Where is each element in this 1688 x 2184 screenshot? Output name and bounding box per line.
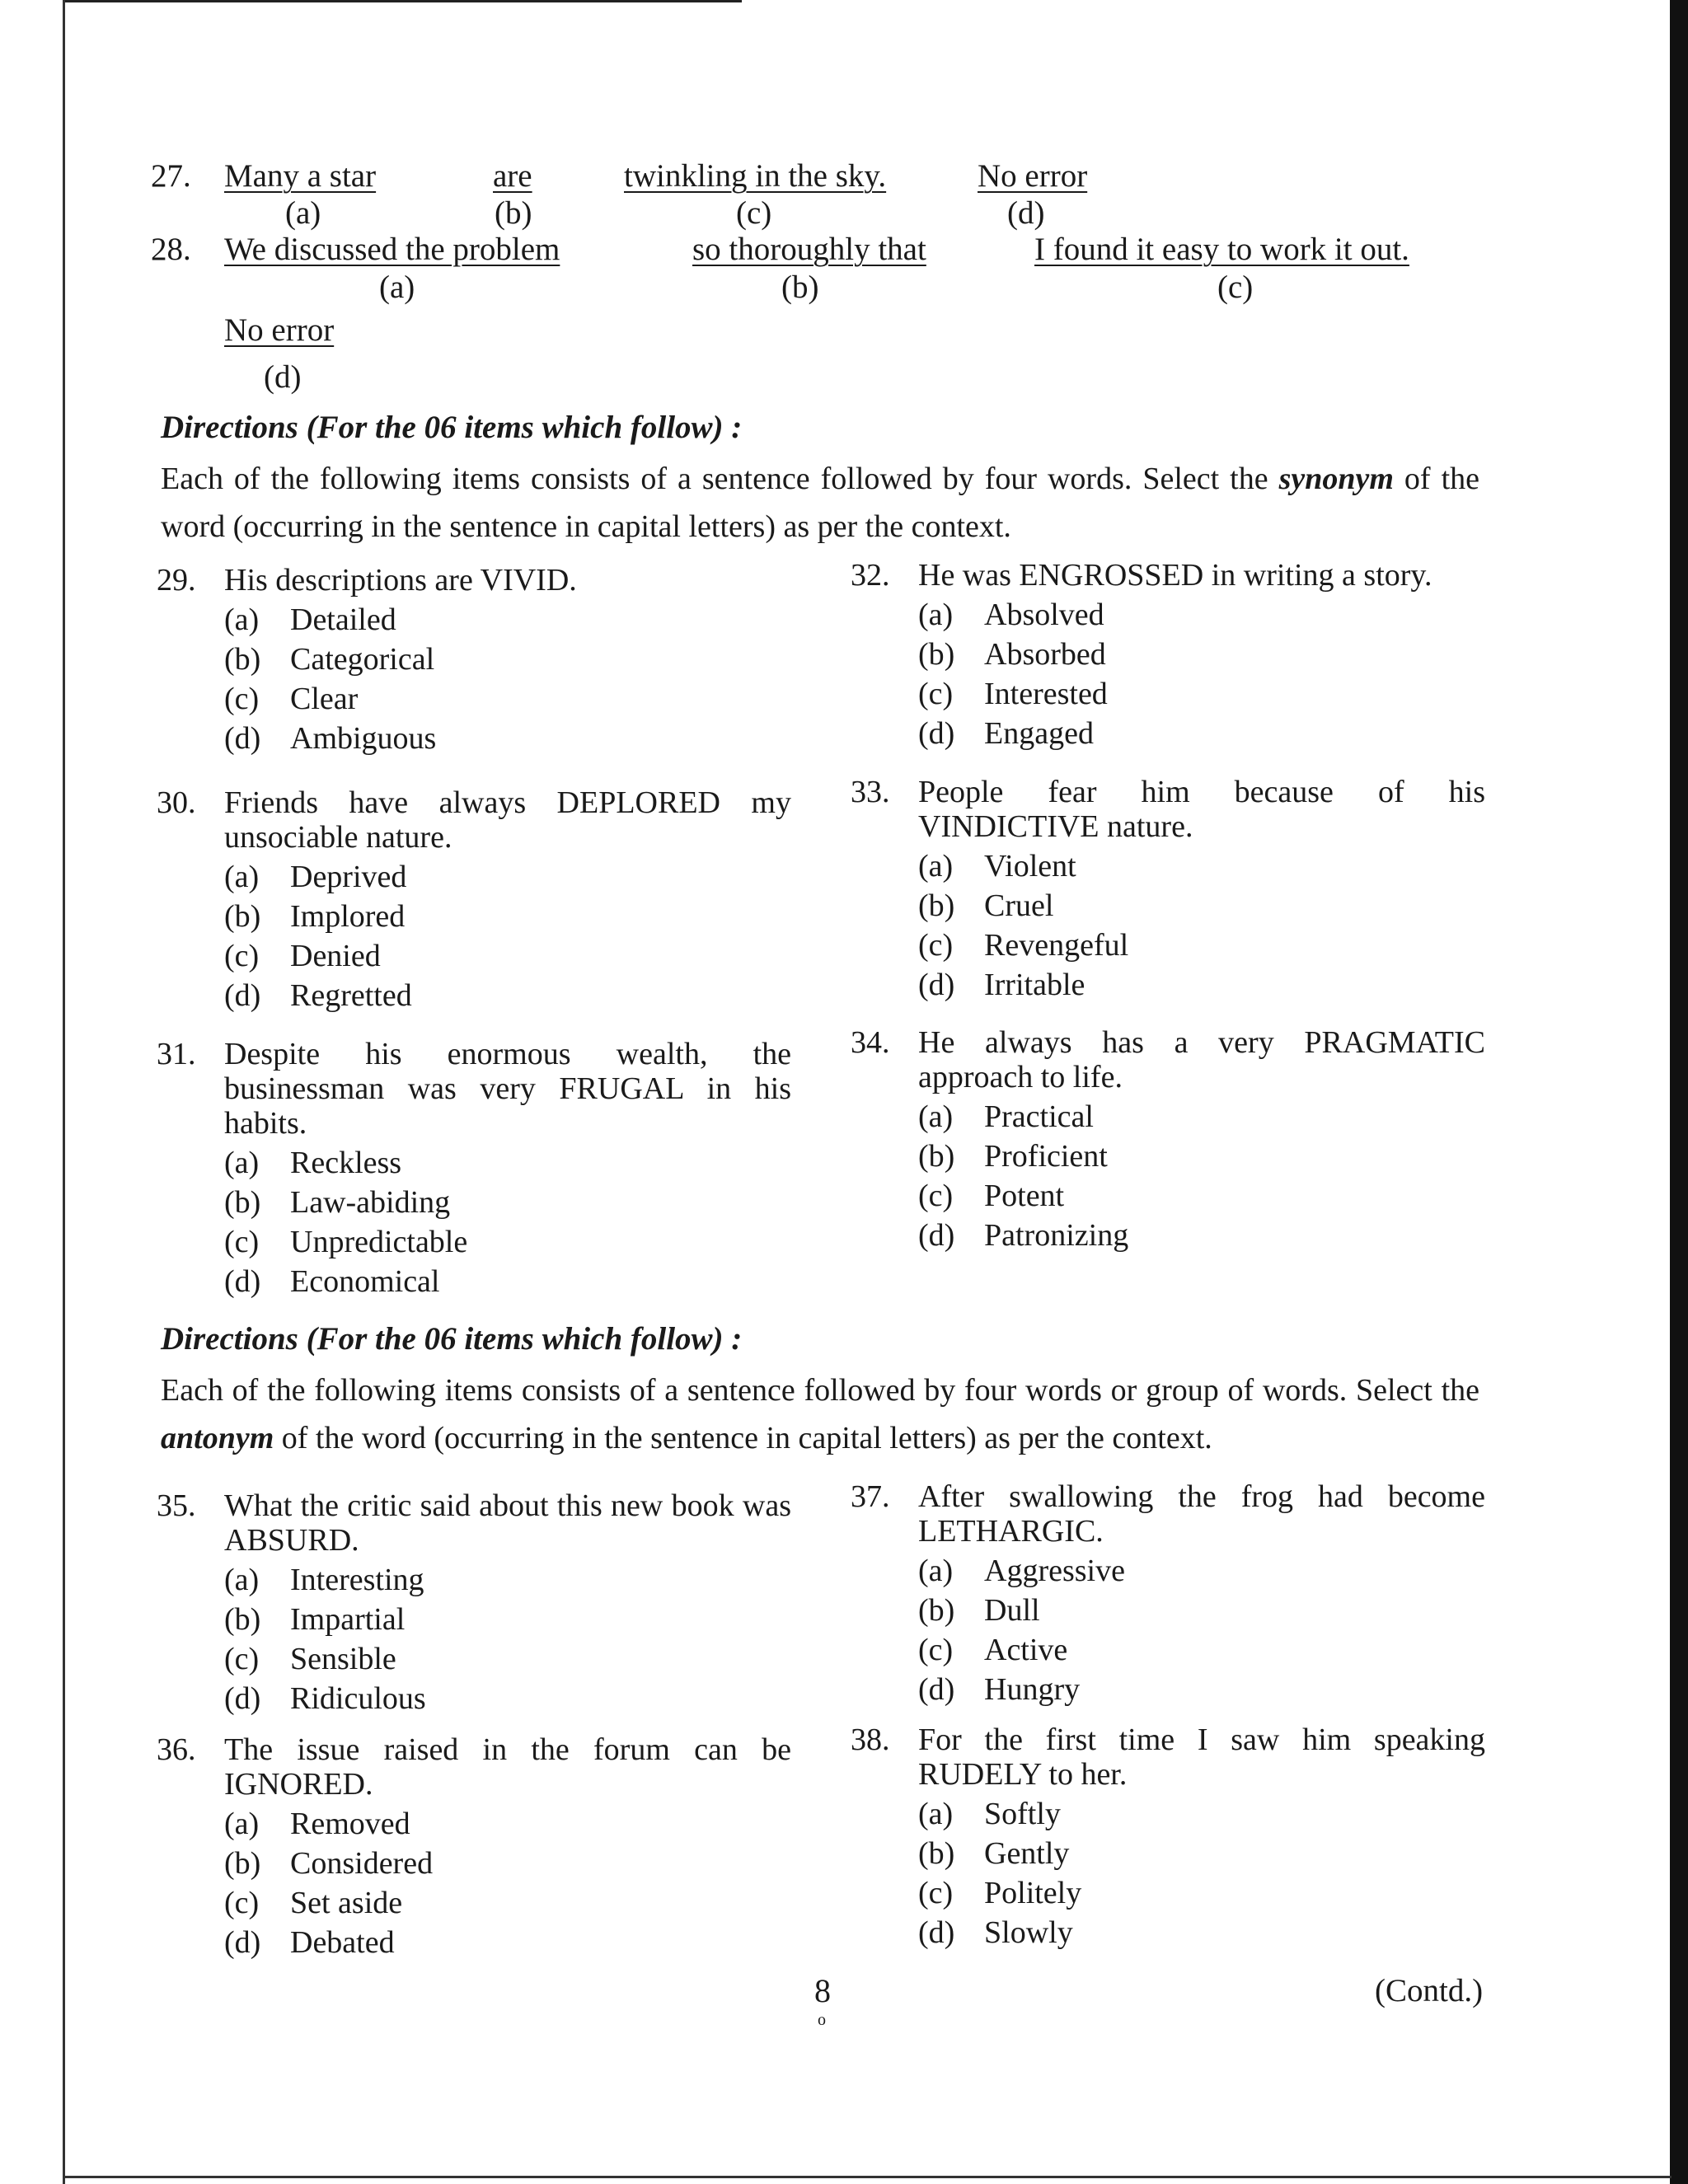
antonym-directions-heading: Directions (For the 06 items which follow) : <box>161 1321 743 1357</box>
directions-text-end: of the word (occurring in the sentence in capital letters) as per the context. <box>161 462 1479 544</box>
sentence-part-b: so thoroughly that <box>692 232 926 267</box>
option-label: (c) <box>918 928 954 963</box>
directions-text-start: Each of the following items consists of a sentence followed by four words or group of words. Select the <box>161 1373 1479 1408</box>
question-38 <box>851 1722 1485 1950</box>
option-b[interactable] <box>224 1846 791 1881</box>
option-a[interactable] <box>224 1807 791 1841</box>
page-number: 8 <box>814 1972 831 2009</box>
option-text: Aggressive <box>984 1554 1125 1588</box>
option-label: (d) <box>224 1925 261 1960</box>
option-label: (d) <box>918 716 955 751</box>
directions-emphasis: antonym <box>161 1421 274 1455</box>
option-text: Patronizing <box>984 1218 1129 1253</box>
directions-text-end: of the word (occurring in the sentence in capital letters) as per the context. <box>274 1421 1212 1455</box>
option-text: Absorbed <box>984 637 1106 672</box>
scan-border-top <box>64 0 742 2</box>
question-stem: Friends have always DEPLORED my unsociable nature. <box>224 785 791 855</box>
option-text: Irritable <box>984 968 1085 1002</box>
option-text: Slowly <box>984 1915 1073 1950</box>
option-label: (d) <box>918 968 955 1002</box>
option-label: (c) <box>224 1225 260 1259</box>
option-text: Interested <box>984 677 1108 711</box>
option-a[interactable] <box>918 1797 1485 1831</box>
question-36 <box>157 1732 791 1960</box>
option-text: Impartial <box>290 1602 406 1637</box>
option-label: (a) <box>224 1807 260 1841</box>
option-text: Violent <box>984 849 1076 883</box>
question-stem: Despite his enormous wealth, the businessman was very FRUGAL in his habits. <box>224 1037 791 1141</box>
directions-emphasis: synonym <box>1278 462 1394 496</box>
option-label: (a) <box>918 1554 954 1588</box>
option-label: (a) <box>918 1797 954 1831</box>
question-30 <box>157 785 791 1013</box>
question-stem: For the first time I saw him speaking RUDELY to her. <box>918 1722 1485 1792</box>
option-label: (a) <box>918 1099 954 1134</box>
option-b[interactable] <box>224 1185 791 1220</box>
sentence-part-c: I found it easy to work it out. <box>1034 232 1409 267</box>
antonym-directions-text <box>161 1366 1479 1462</box>
option-label: (d) <box>224 978 261 1013</box>
option-c[interactable] <box>918 1633 1485 1667</box>
page-mark: o <box>818 2011 826 2029</box>
option-label: (b) <box>224 642 261 677</box>
option-text: Politely <box>984 1876 1082 1910</box>
question-number: 37. <box>851 1479 890 1514</box>
option-text: Unpredictable <box>290 1225 468 1259</box>
option-d[interactable] <box>224 1264 791 1299</box>
question-stem: The issue raised in the forum can be IGNORED. <box>224 1732 791 1802</box>
scan-border-right <box>1670 0 1688 2184</box>
question-29 <box>157 563 791 756</box>
question-number: 31. <box>157 1037 196 1071</box>
question-35 <box>157 1488 791 1716</box>
option-text: Debated <box>290 1925 395 1960</box>
option-b[interactable] <box>224 899 791 934</box>
scan-border-bottom <box>64 2176 1672 2178</box>
option-b[interactable] <box>918 637 1485 672</box>
option-d[interactable] <box>918 968 1485 1002</box>
option-text: Softly <box>984 1797 1061 1831</box>
option-label: (c) <box>224 1642 260 1676</box>
option-label: (b) <box>918 637 955 672</box>
question-number: 36. <box>157 1732 196 1767</box>
option-b[interactable] <box>918 1836 1485 1871</box>
option-text: Engaged <box>984 716 1094 751</box>
option-label: (b) <box>224 1185 261 1220</box>
option-d[interactable] <box>918 716 1485 751</box>
option-text: Gently <box>984 1836 1070 1871</box>
question-number: 30. <box>157 785 196 820</box>
option-label: (b) <box>918 888 955 923</box>
question-33 <box>851 775 1485 1002</box>
option-label: (b) <box>224 899 261 934</box>
option-text: Economical <box>290 1264 440 1299</box>
option-text: Sensible <box>290 1642 396 1676</box>
option-label: (c) <box>224 939 260 973</box>
option-text: Active <box>984 1633 1068 1667</box>
option-label: (c) <box>224 1886 260 1920</box>
option-text: Reckless <box>290 1146 402 1180</box>
question-stem: What the critic said about this new book was ABSURD. <box>224 1488 791 1558</box>
option-label: (d) <box>918 1218 955 1253</box>
option-text: Cruel <box>984 888 1054 923</box>
option-label: (a) <box>224 860 260 894</box>
option-b[interactable] <box>224 1602 791 1637</box>
part-label-d: (d) <box>1007 195 1045 231</box>
question-number: 32. <box>851 558 890 593</box>
option-label: (b) <box>918 1836 955 1871</box>
question-stem: His descriptions are VIVID. <box>224 563 577 598</box>
question-stem: He always has a very PRAGMATIC approach to life. <box>918 1025 1485 1094</box>
option-text: Considered <box>290 1846 434 1881</box>
option-a[interactable] <box>224 1146 791 1180</box>
sentence-part-a: Many a star <box>224 158 377 194</box>
part-label-c: (c) <box>736 195 772 231</box>
option-text: Implored <box>290 899 406 934</box>
option-d[interactable] <box>918 1915 1485 1950</box>
question-34 <box>851 1025 1485 1253</box>
sentence-part-d: No error <box>978 158 1088 194</box>
option-label: (c) <box>224 682 260 716</box>
option-b[interactable] <box>224 642 791 677</box>
option-label: (a) <box>224 602 260 637</box>
sentence-part-a: We discussed the problem <box>224 232 560 267</box>
option-label: (a) <box>224 1563 260 1597</box>
option-a[interactable] <box>224 860 791 894</box>
part-label-d: (d) <box>264 359 302 395</box>
option-label: (d) <box>918 1672 955 1707</box>
option-text: Interesting <box>290 1563 424 1597</box>
directions-text-start: Each of the following items consists of a sentence followed by four words. Select the <box>161 462 1279 496</box>
question-stem: After swallowing the frog had become LETHARGIC. <box>918 1479 1485 1549</box>
question-31 <box>157 1037 791 1299</box>
question-number: 29. <box>157 563 196 598</box>
option-text: Proficient <box>984 1139 1108 1174</box>
option-c[interactable] <box>224 1642 791 1676</box>
option-text: Ridiculous <box>290 1681 426 1716</box>
sentence-part-c: twinkling in the sky. <box>624 158 887 194</box>
question-number: 34. <box>851 1025 890 1060</box>
question-number: 27. <box>151 158 191 194</box>
option-label: (c) <box>918 677 954 711</box>
option-label: (d) <box>918 1915 955 1950</box>
option-text: Absolved <box>984 598 1104 632</box>
option-d[interactable] <box>224 1681 791 1716</box>
option-label: (a) <box>918 849 954 883</box>
option-text: Detailed <box>290 602 396 637</box>
option-d[interactable] <box>224 978 791 1013</box>
option-label: (c) <box>918 1179 954 1213</box>
option-label: (b) <box>918 1593 955 1628</box>
option-label: (c) <box>918 1633 954 1667</box>
option-text: Potent <box>984 1179 1065 1213</box>
question-37 <box>851 1479 1485 1707</box>
part-label-a: (a) <box>379 269 415 305</box>
option-a[interactable] <box>918 598 1485 632</box>
sentence-part-b: are <box>493 158 532 194</box>
question-number: 35. <box>157 1488 196 1523</box>
option-text: Dull <box>984 1593 1040 1628</box>
option-d[interactable] <box>224 1925 791 1960</box>
option-d[interactable] <box>918 1672 1485 1707</box>
option-d[interactable] <box>918 1218 1485 1253</box>
contd-label: (Contd.) <box>1375 1973 1484 2008</box>
synonym-directions-heading: Directions (For the 06 items which follow) : <box>161 410 743 445</box>
option-text: Set aside <box>290 1886 403 1920</box>
option-text: Regretted <box>290 978 412 1013</box>
option-c[interactable] <box>224 682 791 716</box>
option-label: (d) <box>224 1681 261 1716</box>
option-text: Denied <box>290 939 381 973</box>
option-text: Hungry <box>984 1672 1081 1707</box>
option-text: Clear <box>290 682 359 716</box>
option-text: Law-abiding <box>290 1185 451 1220</box>
option-b[interactable] <box>918 1593 1485 1628</box>
option-a[interactable] <box>918 1554 1485 1588</box>
option-a[interactable] <box>918 1099 1485 1134</box>
option-a[interactable] <box>224 1563 791 1597</box>
option-label: (c) <box>918 1876 954 1910</box>
option-c[interactable] <box>918 928 1485 963</box>
option-label: (a) <box>918 598 954 632</box>
option-text: Revengeful <box>984 928 1129 963</box>
question-number: 28. <box>151 232 191 267</box>
option-c[interactable] <box>224 1225 791 1259</box>
scan-border-left <box>63 0 65 2184</box>
question-number: 38. <box>851 1722 890 1757</box>
question-stem: He was ENGROSSED in writing a story. <box>918 558 1432 593</box>
sentence-part-d: No error <box>224 312 335 348</box>
question-32 <box>851 558 1485 751</box>
option-c[interactable] <box>224 939 791 973</box>
option-c[interactable] <box>224 1886 791 1920</box>
option-label: (b) <box>224 1846 261 1881</box>
option-label: (b) <box>918 1139 955 1174</box>
option-label: (d) <box>224 1264 261 1299</box>
question-stem: People fear him because of his VINDICTIVE nature. <box>918 775 1485 844</box>
option-text: Practical <box>984 1099 1094 1134</box>
option-text: Ambiguous <box>290 721 437 756</box>
option-label: (a) <box>224 1146 260 1180</box>
option-c[interactable] <box>918 1179 1485 1213</box>
option-b[interactable] <box>918 888 1485 923</box>
option-b[interactable] <box>918 1139 1485 1174</box>
option-d[interactable] <box>224 721 791 756</box>
part-label-a: (a) <box>285 195 321 231</box>
question-number: 33. <box>851 775 890 809</box>
synonym-directions-text <box>161 455 1479 551</box>
option-label: (d) <box>224 721 261 756</box>
option-label: (b) <box>224 1602 261 1637</box>
option-a[interactable] <box>918 849 1485 883</box>
option-text: Categorical <box>290 642 435 677</box>
part-label-c: (c) <box>1217 269 1254 305</box>
option-a[interactable] <box>224 602 791 637</box>
part-label-b: (b) <box>781 269 819 305</box>
option-text: Removed <box>290 1807 410 1841</box>
option-c[interactable] <box>918 677 1485 711</box>
part-label-b: (b) <box>495 195 532 231</box>
option-c[interactable] <box>918 1876 1485 1910</box>
option-text: Deprived <box>290 860 407 894</box>
